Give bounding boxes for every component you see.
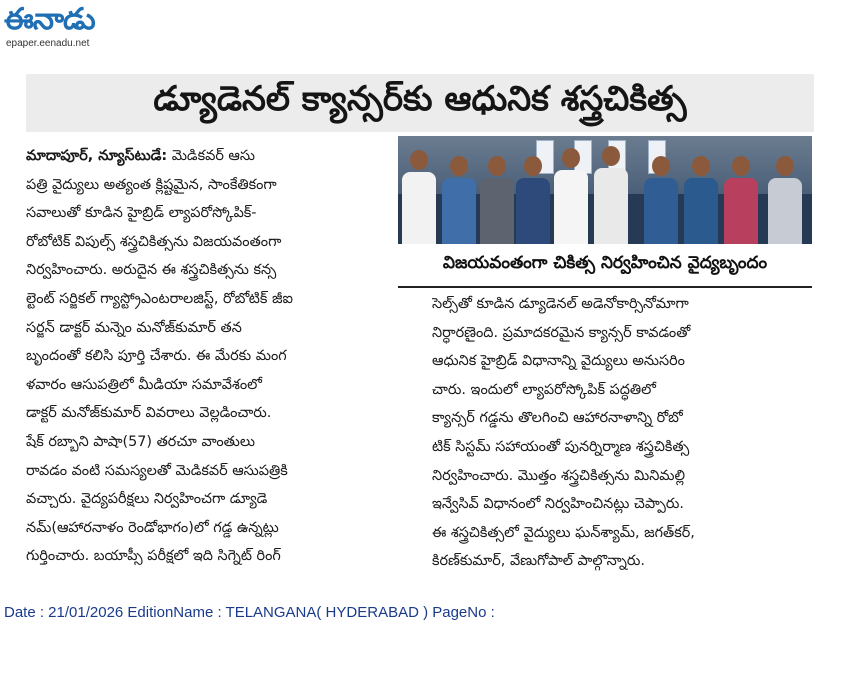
article-line: నిర్ధారణైంది. ప్రమాదకరమైన క్యాన్సర్ కావడంతో — [432, 324, 691, 341]
article-line: బృందంతో కలిసి పూర్తి చేశారు. ఈ మేరకు మంగ — [26, 348, 287, 365]
article-line: మాదాపూర్, న్యూస్‌టుడే: మెడికవర్ ఆసు — [26, 148, 255, 164]
article-line: కిరణ్‌కుమార్, వేణుగోపాల్ పాల్గొన్నారు. — [432, 553, 645, 570]
article-line: క్యాన్సర్ గడ్డను తొలగించి ఆహారనాళాన్ని రోబో — [432, 410, 683, 427]
article-line: రోబోటిక్ విపుల్స్ శస్త్రచికిత్సను విజయవంతంగా — [26, 233, 282, 250]
edition-footer: Date : 21/01/2026 EditionName : TELANGANA( HYDERABAD ) PageNo : — [4, 604, 495, 621]
photo-person — [480, 156, 514, 244]
article-line: రావడం వంటి సమస్యలతో మెడికవర్ ఆసుపత్రికి — [26, 462, 288, 479]
article-line: నమ్(ఆహారనాళం రెండోభాగం)లో గడ్డ ఉన్నట్లు — [26, 519, 279, 536]
article-line: పత్రి వైద్యులు అత్యంత క్లిష్టమైన, సాంకేతికంగా — [26, 176, 277, 193]
article-line: చారు. ఇందులో ల్యాపరోస్కోపిక్ పద్ధతిలో — [432, 381, 656, 398]
news-photo — [398, 136, 812, 244]
article-line: ఈ శస్త్రచికిత్సలో వైద్యులు ఘన్‌శ్యామ్, జగత్‌కర్, — [432, 524, 695, 541]
dateline: మాదాపూర్, న్యూస్‌టుడే: — [26, 148, 168, 164]
eenadu-logo[interactable] — [4, 2, 144, 54]
article-line: షేక్ రబ్బాని పాషా(57) తరచూ వాంతులు — [26, 433, 256, 450]
article-column-left — [26, 142, 398, 571]
article-headline: డ్యూడెనల్ క్యాన్సర్‌కు ఆధునిక శస్త్రచికిత్స — [153, 79, 687, 119]
epaper-url: epaper.eenadu.net — [6, 38, 90, 49]
photo-person — [554, 148, 588, 244]
article-line: నిర్వహించారు. అరుదైన ఈ శస్త్రచికిత్సను కన్స — [26, 262, 277, 279]
article-line: సెల్స్‌తో కూడిన డ్యూడెనల్ అడెనోకార్సినోమాగా — [432, 296, 689, 312]
photo-person — [768, 156, 802, 244]
article-line: డాక్టర్ మనోజ్‌కుమార్ వివరాలు వెల్లడించారు. — [26, 405, 272, 422]
photo-person — [684, 156, 718, 244]
article-line: ల్టెంట్ సర్జికల్ గ్యాస్ట్రోఎంటరాలజిస్ట్, రోబోటిక్ జీఐ — [26, 290, 293, 307]
photo-person — [516, 156, 550, 244]
article-line: వచ్చారు. వైద్యపరీక్షలు నిర్వహించగా డ్యూడె — [26, 491, 268, 508]
photo-caption: విజయవంతంగా చికిత్స నిర్వహించిన వైద్యబృందం — [442, 253, 768, 273]
photo-person — [644, 156, 678, 244]
headline-band — [26, 74, 814, 132]
article-line: ఇన్వేసివ్ విధానంలో నిర్వహించినట్లు చెప్పారు. — [432, 496, 684, 513]
logo-wordmark: ఈనాడు — [4, 2, 95, 37]
photo-person — [442, 156, 476, 244]
article-line: ఆధునిక హైబ్రిడ్ విధానాన్ని వైద్యులు అనుసరిం — [432, 353, 685, 370]
article-line: గుర్తించారు. బయాప్సీ పరీక్షలో ఇది సిగ్నెట్ రింగ్ — [26, 548, 281, 565]
article-line: నిర్వహించారు. మొత్తం శస్త్రచికిత్సను మినిమల్లి — [432, 467, 686, 484]
photo-caption-bar — [398, 244, 812, 288]
article-line: సర్జన్ డాక్టర్ మన్నెం మనోజ్‌కుమార్ తన — [26, 319, 242, 336]
article-column-right — [432, 290, 812, 576]
photo-person — [594, 146, 628, 244]
article-line: సవాలుతో కూడిన హైబ్రిడ్ ల్యాపరోస్కోపిక్- — [26, 205, 257, 222]
photo-person — [402, 150, 436, 244]
article-line: ళవారం ఆసుపత్రిలో మీడియా సమావేశంలో — [26, 376, 262, 393]
photo-person — [724, 156, 758, 244]
article-line: టిక్ సిస్టమ్ సహాయంతో పునర్నిర్మాణ శస్త్రచికిత్స — [432, 438, 690, 455]
